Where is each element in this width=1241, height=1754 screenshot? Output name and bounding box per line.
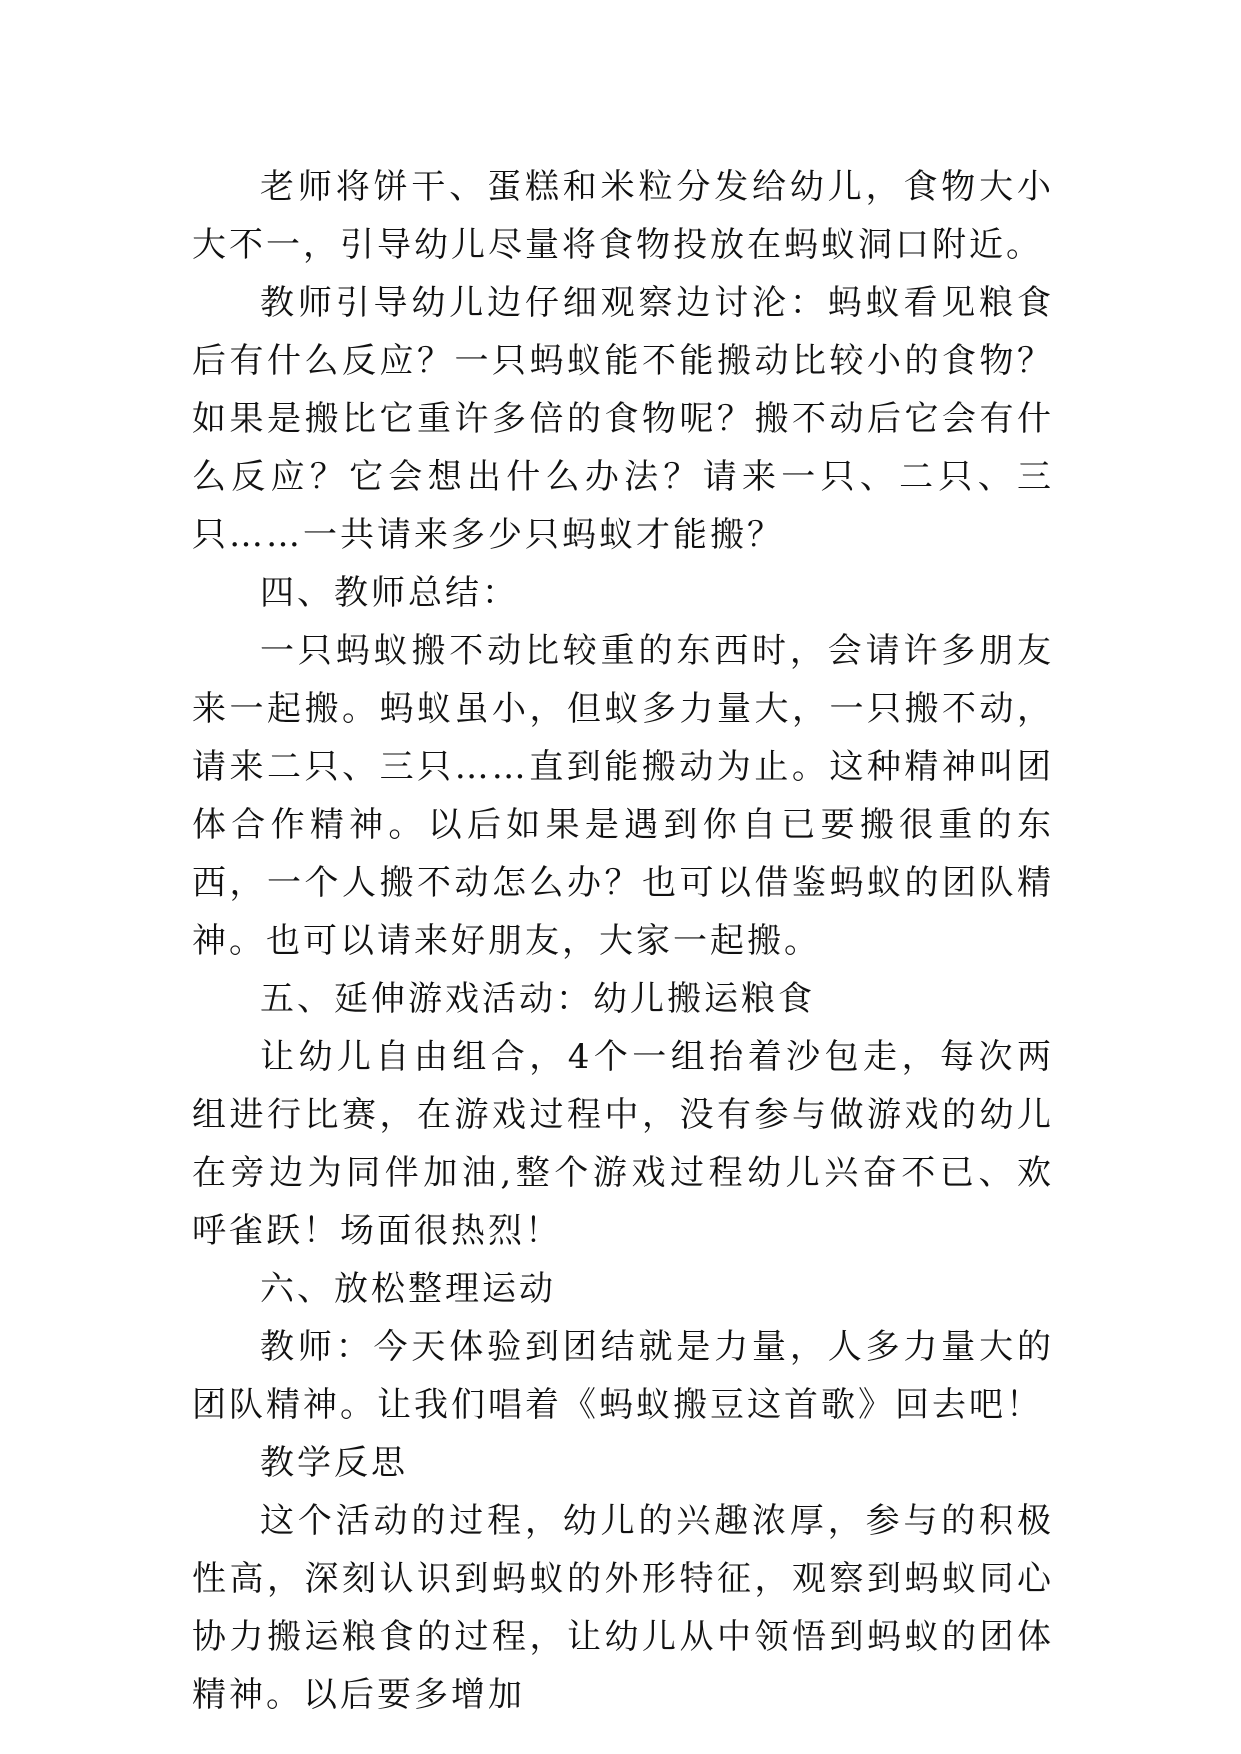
heading-teaching-reflection: 教学反思 [260,1443,408,1483]
paragraph-reflection: 这个活动的过程，幼儿的兴趣浓厚，参与的积极性高，深刻认识到蚂蚁的外形特征，观察到蚂蚁同心协力搬运粮食的过程，让幼儿从中领悟到蚂蚁的团体精神。以后要多增加 [192,1501,1054,1715]
heading-extension-game: 五、延伸游戏活动：幼儿搬运粮食 [260,979,815,1019]
paragraph-food-distribution: 老师将饼干、蛋糕和米粒分发给幼儿，食物大小大不一，引导幼儿尽量将食物投放在蚂蚁洞口附近。 [192,167,1054,265]
heading-teacher-summary: 四、教师总结： [260,573,519,613]
paragraph-game: 让幼儿自由组合，4个一组抬着沙包走，每次两组进行比赛，在游戏过程中，没有参与做游戏的幼儿在旁边为同伴加油,整个游戏过程幼儿兴奋不已、欢呼雀跃！场面很热烈！ [192,1037,1054,1251]
paragraph-summary: 一只蚂蚁搬不动比较重的东西时，会请许多朋友来一起搬。蚂蚁虽小，但蚁多力量大，一只搬不动，请来二只、三只……直到能搬动为止。这种精神叫团体合作精神。以后如果是遇到你自已要搬很重的东西，一个人搬不动怎么办？也可以借鉴蚂蚁的团队精神。也可以请来好朋友，大家一起搬。 [192,631,1054,961]
document-body [192,158,1054,1724]
heading-relaxation: 六、放松整理运动 [260,1269,556,1309]
paragraph-relaxation: 教师：今天体验到团结就是力量，人多力量大的团队精神。让我们唱着《蚂蚁搬豆这首歌》回去吧！ [192,1327,1054,1425]
paragraph-observation-discussion: 教师引导幼儿边仔细观察边讨沦：蚂蚁看见粮食后有什么反应？一只蚂蚁能不能搬动比较小的食物？如果是搬比它重许多倍的食物呢？搬不动后它会有什么反应？它会想出什么办法？请来一只、二只、三只……一共请来多少只蚂蚁才能搬？ [192,283,1054,555]
